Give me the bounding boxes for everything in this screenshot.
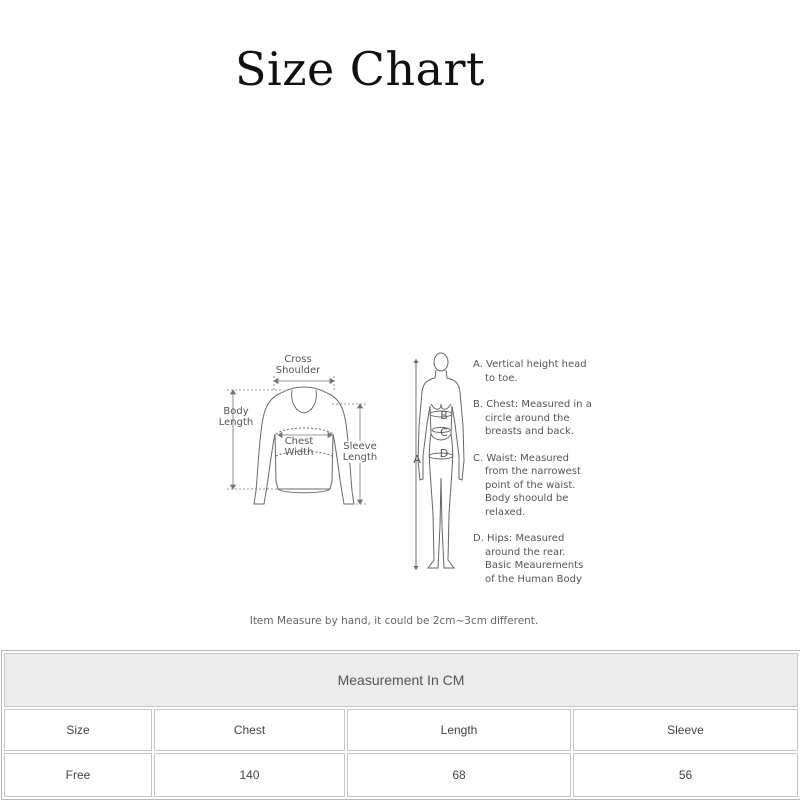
body-label-d: D xyxy=(439,447,449,460)
body-label-a: A xyxy=(413,453,421,466)
column-header: Chest xyxy=(154,709,345,751)
legend-item-c: C. Waist: Measured from the narrowest point of the waist. Body shoould be relaxed. xyxy=(473,452,581,518)
legend-item-b: B. Chest: Measured in a circle around the breasts and back. xyxy=(473,399,592,437)
table-cell: 68 xyxy=(347,753,571,797)
table-row xyxy=(2,753,800,797)
chest-width-label: Chest Width xyxy=(284,436,314,458)
body-head xyxy=(434,353,448,371)
column-header: Size xyxy=(4,709,152,751)
column-header: Sleeve xyxy=(573,709,798,751)
body-length-label: Body Length xyxy=(218,406,254,428)
table-cell: Free xyxy=(4,753,152,797)
column-header: Length xyxy=(347,709,571,751)
size-table xyxy=(1,650,800,800)
legend-item-a: A. Vertical height head to toe. xyxy=(473,359,587,384)
table-header-row xyxy=(2,709,800,751)
page-title: Size Chart xyxy=(234,42,486,96)
table-caption: Measurement In CM xyxy=(4,653,798,707)
measurement-legend xyxy=(473,358,593,599)
table-cell: 140 xyxy=(154,753,345,797)
body-label-b: B xyxy=(440,409,448,422)
legend-item-d: D. Hips: Measured around the rear. Basic Meaurements of the Human Body xyxy=(473,533,584,585)
cross-shoulder-label: Cross Shoulder xyxy=(275,354,321,376)
sweater-collar xyxy=(292,390,317,413)
sleeve-length-label: Sleeve Length xyxy=(340,441,380,463)
body-label-c: C xyxy=(440,426,448,439)
measure-note: Item Measure by hand, it could be 2cm~3cm different. xyxy=(249,615,539,627)
sweater-left-sleeve xyxy=(254,393,281,504)
table-cell: 56 xyxy=(573,753,798,797)
